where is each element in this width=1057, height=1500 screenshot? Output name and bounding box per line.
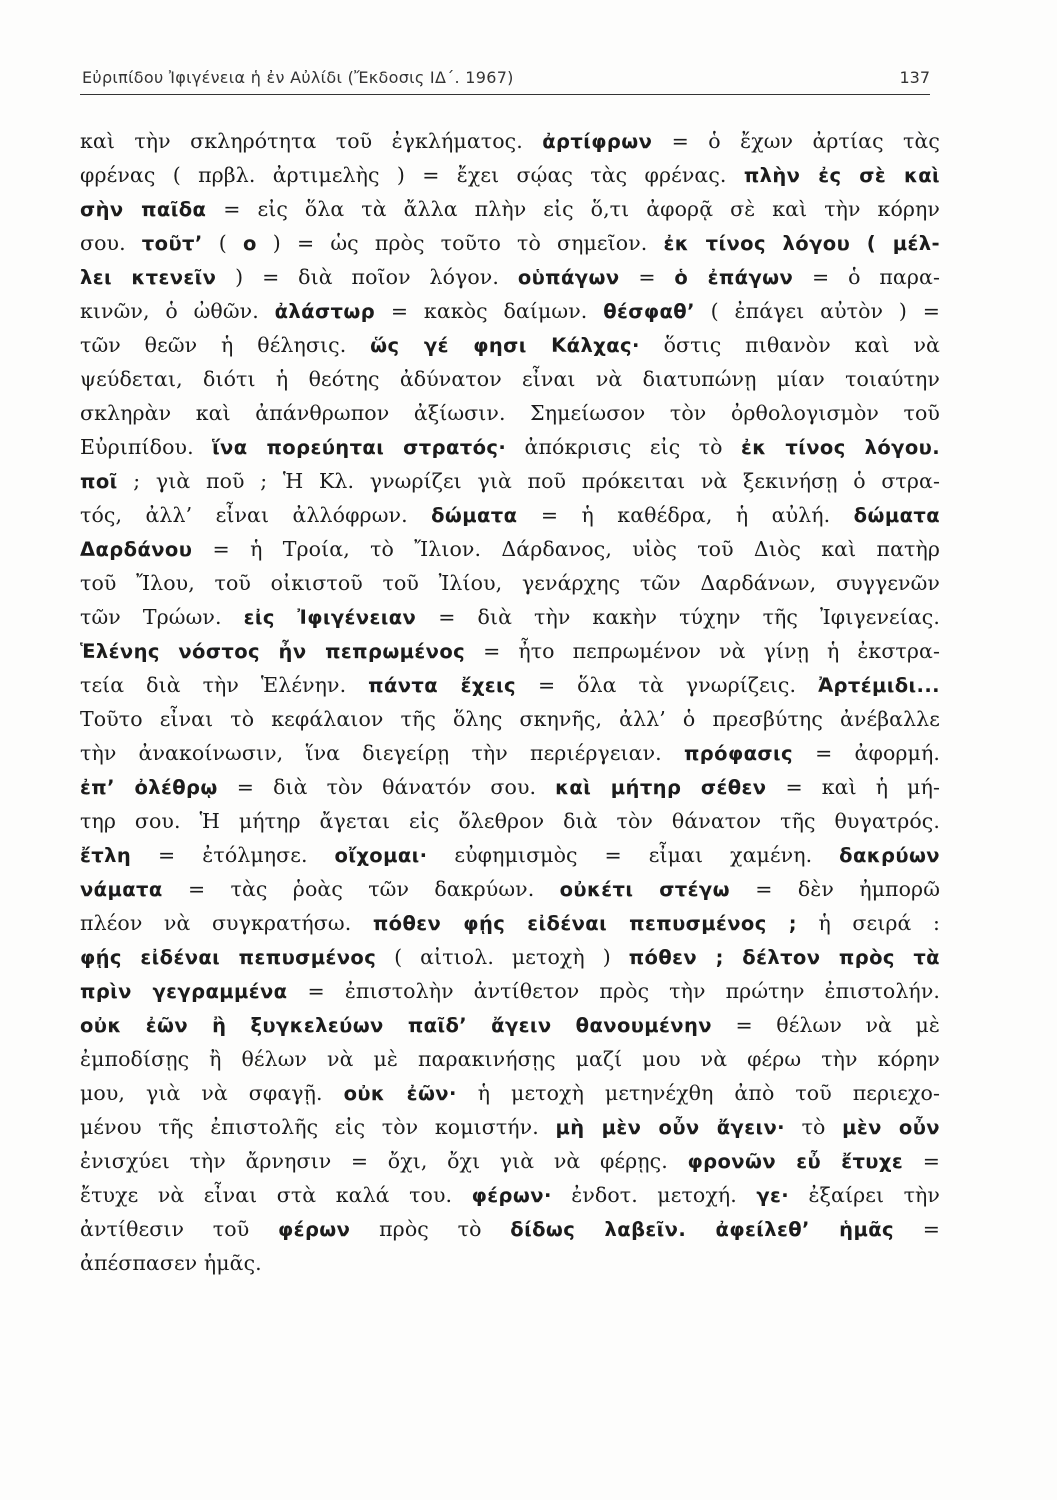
gloss-text: τεία διὰ τὴν Ἑλένην. xyxy=(80,673,369,697)
text-line xyxy=(80,1076,940,1110)
gloss-text: ( xyxy=(202,231,243,255)
gloss-text: = ἡ Τροία, τὸ Ἴλιον. Δάρδανος, υἱὸς τοῦ Διὸς καὶ πατὴρ xyxy=(192,537,940,561)
text-line xyxy=(80,940,940,974)
lemma-bold: δώματα xyxy=(853,504,940,527)
lemma-bold: γε· xyxy=(756,1184,790,1207)
gloss-text: ) = ὡς πρὸς τοῦτο τὸ σημεῖον. xyxy=(256,231,664,255)
lemma-bold: λει κτενεῖν xyxy=(80,266,217,289)
lemma-bold: ἐκ τίνος λόγου. xyxy=(740,436,940,459)
text-line xyxy=(80,1042,940,1076)
gloss-text: τῶν Τρώων. xyxy=(80,605,244,629)
gloss-text: ἐμποδίσῃς ἢ θέλων νὰ μὲ παρακινήσῃς μαζί μου νὰ φέρω τὴν κόρην xyxy=(80,1047,940,1071)
text-line xyxy=(80,600,940,634)
page-number: 137 xyxy=(899,68,930,87)
text-line xyxy=(80,464,940,498)
lemma-bold: δακρύων xyxy=(839,844,940,867)
gloss-text: = ὁ παρα- xyxy=(793,265,940,289)
gloss-text: ἀντίθεσιν τοῦ xyxy=(80,1217,279,1241)
lemma-bold: ἀλάστωρ xyxy=(274,300,376,323)
text-line xyxy=(80,1008,940,1042)
gloss-text: εὐφημισμὸς = εἶμαι χαμένη. xyxy=(427,843,840,867)
lemma-bold: ἀρτίφρων xyxy=(542,130,653,153)
gloss-text: ἐξαίρει τὴν xyxy=(789,1183,940,1207)
gloss-text: = διὰ τὴν κακὴν τύχην τῆς Ἰφιγενείας. xyxy=(416,605,940,629)
text-line xyxy=(80,294,940,328)
text-line xyxy=(80,770,940,804)
lemma-bold: οὐκ ἐῶν ἢ ξυγκελεύων παῖδ’ ἄγειν θανουμένην xyxy=(80,1014,712,1037)
lemma-bold: οἴχομαι· xyxy=(334,844,428,867)
gloss-text: = εἰς ὅλα τὰ ἄλλα πλὴν εἰς ὅ,τι ἀφορᾷ σὲ καὶ τὴν κόρην xyxy=(206,197,940,221)
lemma-bold: Δαρδάνου xyxy=(80,538,193,561)
lemma-bold: ἵνα πορεύηται στρατός· xyxy=(212,436,507,459)
lemma-bold: καὶ μήτηρ σέθεν xyxy=(555,776,767,799)
lemma-bold: Ἑλένης νόστος ἦν πεπρωμένος xyxy=(80,640,466,663)
lemma-bold: πρὶν γεγραμμένα xyxy=(80,980,288,1003)
text-line xyxy=(80,1144,940,1178)
text-line xyxy=(80,668,940,702)
lemma-bold: πάντα ἔχεις xyxy=(368,674,517,697)
gloss-text: = ἀφορμή. xyxy=(792,741,940,765)
gloss-text: = ἡ καθέδρα, ἡ αὐλή. xyxy=(517,503,854,527)
lemma-bold: ὁ ἐπάγων xyxy=(674,266,794,289)
lemma-bold: πόθεν ; δέλτον πρὸς τὰ xyxy=(628,946,940,969)
gloss-text: = xyxy=(903,1149,940,1173)
text-line xyxy=(80,804,940,838)
gloss-text: = τὰς ῥοὰς τῶν δακρύων. xyxy=(162,877,560,901)
gloss-text: ) = διὰ ποῖον λόγον. xyxy=(216,265,518,289)
gloss-text: = ὁ ἔχων ἀρτίας τὰς xyxy=(652,129,940,153)
gloss-text: = κακὸς δαίμων. xyxy=(375,299,604,323)
lemma-bold: Ἀρτέμιδι... xyxy=(818,674,940,697)
lemma-bold: οὐκ ἐῶν· xyxy=(343,1082,457,1105)
lemma-bold: τοῦτ’ xyxy=(141,232,203,255)
gloss-text: ( αἰτιολ. μετοχὴ ) xyxy=(376,945,629,969)
gloss-text: σου. xyxy=(80,231,142,255)
commentary-text xyxy=(80,124,940,1280)
text-line xyxy=(80,1246,940,1280)
lemma-bold: μὲν οὖν xyxy=(842,1116,940,1139)
gloss-text: ψεύδεται, διότι ἡ θεότης ἀδύνατον εἶναι νὰ διατυπώνῃ μίαν τοιαύτην xyxy=(80,367,940,391)
gloss-text: τός, ἀλλ’ εἶναι ἀλλόφρων. xyxy=(80,503,432,527)
text-line xyxy=(80,906,940,940)
text-line xyxy=(80,226,940,260)
lemma-bold: φέρων· xyxy=(471,1184,552,1207)
gloss-text: ἐνδοτ. μετοχή. xyxy=(551,1183,757,1207)
gloss-text: σκληρὰν καὶ ἀπάνθρωπον ἀξίωσιν. Σημείωσον τὸν ὀρθολογισμὸν τοῦ xyxy=(80,401,940,425)
running-header xyxy=(80,68,930,95)
lemma-bold: δώματα xyxy=(431,504,518,527)
text-line xyxy=(80,532,940,566)
lemma-bold: ἔτλη xyxy=(80,844,132,867)
gloss-text: = θέλων νὰ μὲ xyxy=(711,1013,940,1037)
text-line xyxy=(80,158,940,192)
header-title: Εὐριπίδου Ἰφιγένεια ἡ ἐν Αὐλίδι (Ἔκδοσις ΙΔ΄. 1967) xyxy=(82,68,514,87)
gloss-text: τηρ σου. Ἡ μήτηρ ἄγεται εἰς ὄλεθρον διὰ τὸν θάνατον τῆς θυγατρός. xyxy=(80,809,940,833)
lemma-bold: οὑπάγων xyxy=(517,266,620,289)
gloss-text: μου, γιὰ νὰ σφαγῇ. xyxy=(80,1081,344,1105)
lemma-bold: εἰς Ἰφιγένειαν xyxy=(243,606,417,629)
text-line xyxy=(80,736,940,770)
gloss-text: = ἐπιστολὴν ἀντίθετον πρὸς τὴν πρώτην ἐπιστολήν. xyxy=(287,979,940,1003)
text-line xyxy=(80,1212,940,1246)
text-line xyxy=(80,260,940,294)
gloss-text: = ἦτο πεπρωμένον νὰ γίνῃ ἡ ἐκστρα- xyxy=(465,639,940,663)
lemma-bold: πλὴν ἐς σὲ καὶ xyxy=(743,164,940,187)
gloss-text: ἐνισχύει τὴν ἄρνησιν = ὄχι, ὄχι γιὰ νὰ φέρῃς. xyxy=(80,1149,688,1173)
text-line xyxy=(80,634,940,668)
gloss-text: ὅστις πιθανὸν καὶ νὰ xyxy=(639,333,940,357)
gloss-text: ἀπόκρισις εἰς τὸ xyxy=(506,435,741,459)
gloss-text: = καὶ ἡ μή- xyxy=(766,775,940,799)
gloss-text: πλέον νὰ συγκρατήσω. xyxy=(80,911,373,935)
text-line xyxy=(80,396,940,430)
lemma-bold: ἐκ τίνος λόγου ( μέλ- xyxy=(663,232,940,255)
text-line xyxy=(80,566,940,600)
text-line xyxy=(80,1178,940,1212)
text-line xyxy=(80,192,940,226)
gloss-text: = xyxy=(893,1217,940,1241)
gloss-text: καὶ τὴν σκληρότητα τοῦ ἐγκλήματος. xyxy=(80,129,543,153)
gloss-text: τὸ xyxy=(784,1115,843,1139)
lemma-bold: οὐκέτι στέγω xyxy=(559,878,730,901)
text-line xyxy=(80,124,940,158)
gloss-text: ἡ σειρά : xyxy=(796,911,940,935)
gloss-text: τῶν θεῶν ἡ θέλησις. xyxy=(80,333,371,357)
gloss-text: Εὐριπίδου. xyxy=(80,435,213,459)
gloss-text: κινῶν, ὁ ὠθῶν. xyxy=(80,299,275,323)
gloss-text: = διὰ τὸν θάνατόν σου. xyxy=(217,775,556,799)
gloss-text: τοῦ Ἴλου, τοῦ οἰκιστοῦ τοῦ Ἰλίου, γενάρχης τῶν Δαρδάνων, συγγενῶν xyxy=(80,571,940,595)
gloss-text: ( ἐπάγει αὐτὸν ) = xyxy=(694,299,940,323)
text-line xyxy=(80,838,940,872)
lemma-bold: ποῖ xyxy=(80,470,118,493)
text-line xyxy=(80,498,940,532)
text-line xyxy=(80,328,940,362)
lemma-bold: θέσφαθ’ xyxy=(603,300,695,323)
lemma-bold: ὥς γέ φησι Κάλχας· xyxy=(370,334,640,357)
lemma-bold: φρονῶν εὖ ἔτυχε xyxy=(687,1150,904,1173)
text-line xyxy=(80,430,940,464)
lemma-bold: φέρων xyxy=(278,1218,351,1241)
gloss-text: ἀπέσπασεν ἡμᾶς. xyxy=(80,1251,262,1275)
gloss-text: μένου τῆς ἐπιστολῆς εἰς τὸν κομιστήν. xyxy=(80,1115,556,1139)
gloss-text: = ἐτόλμησε. xyxy=(131,843,335,867)
gloss-text: ; γιὰ ποῦ ; Ἡ Κλ. γνωρίζει γιὰ ποῦ πρόκειται νὰ ξεκινήσῃ ὁ στρα- xyxy=(117,469,940,493)
lemma-bold: νάματα xyxy=(80,878,163,901)
gloss-text: ἡ μετοχὴ μετηνέχθη ἀπὸ τοῦ περιεχο- xyxy=(456,1081,940,1105)
gloss-text: = xyxy=(619,265,675,289)
gloss-text: τὴν ἀνακοίνωσιν, ἵνα διεγείρῃ τὴν περιέργειαν. xyxy=(80,741,684,765)
gloss-text: ἔτυχε νὰ εἶναι στὰ καλά του. xyxy=(80,1183,472,1207)
lemma-bold: πρόφασις xyxy=(683,742,793,765)
lemma-bold: δίδως λαβεῖν. ἀφείλεθ’ ἡμᾶς xyxy=(510,1218,894,1241)
lemma-bold: φῄς εἰδέναι πεπυσμένος xyxy=(80,946,377,969)
text-line xyxy=(80,1110,940,1144)
lemma-bold: ο xyxy=(242,232,257,255)
gloss-text: πρὸς τὸ xyxy=(350,1217,511,1241)
text-line xyxy=(80,702,940,736)
lemma-bold: ἐπ’ ὀλέθρῳ xyxy=(80,776,218,799)
text-line xyxy=(80,974,940,1008)
lemma-bold: μὴ μὲν οὖν ἄγειν· xyxy=(555,1116,785,1139)
text-line xyxy=(80,362,940,396)
gloss-text: = δὲν ἠμπορῶ xyxy=(729,877,940,901)
gloss-text: Τοῦτο εἶναι τὸ κεφάλαιον τῆς ὅλης σκηνῆς, ἀλλ’ ὁ πρεσβύτης ἀνέβαλλε xyxy=(80,707,940,731)
gloss-text: φρένας ( πρβλ. ἀρτιμελὴς ) = ἔχει σῴας τὰς φρένας. xyxy=(80,163,744,187)
lemma-bold: πόθεν φῄς εἰδέναι πεπυσμένος ; xyxy=(372,912,797,935)
lemma-bold: σὴν παῖδα xyxy=(80,198,207,221)
text-line xyxy=(80,872,940,906)
gloss-text: = ὅλα τὰ γνωρίζεις. xyxy=(516,673,819,697)
